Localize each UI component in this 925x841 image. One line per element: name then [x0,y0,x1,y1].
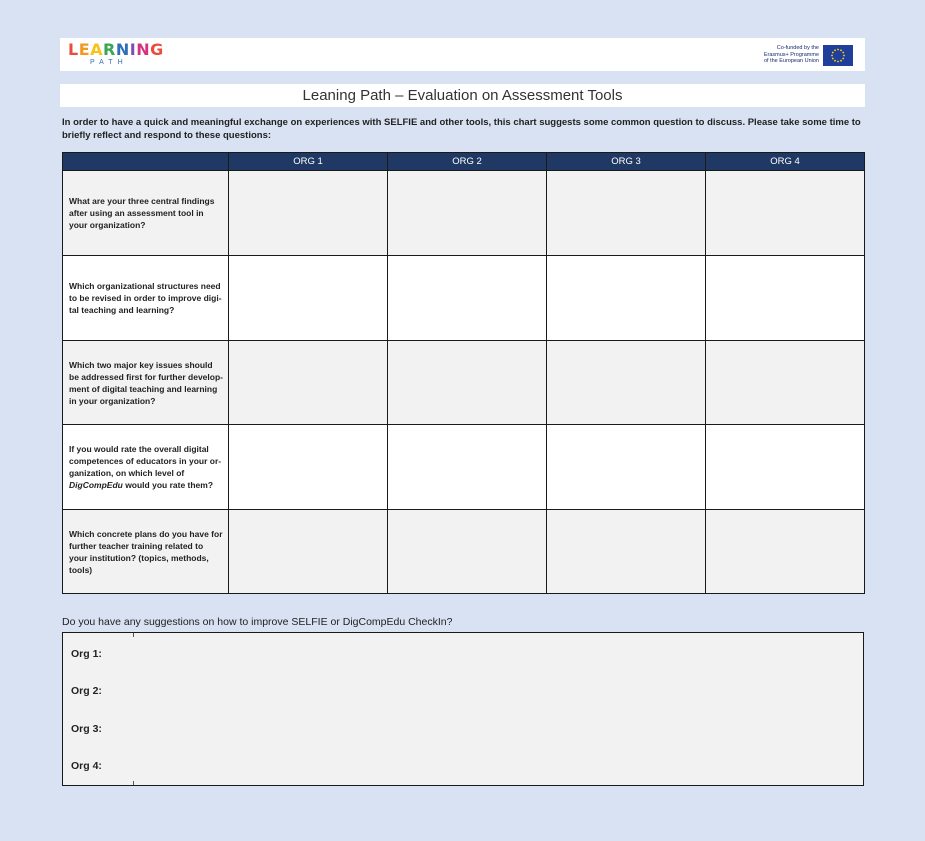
question-cell [63,171,229,256]
org2-label: Org 2: [71,685,102,697]
question-cell [63,425,229,510]
answer-cell[interactable] [388,425,547,510]
org3-label: Org 3: [71,723,102,735]
answer-cell[interactable] [229,256,388,341]
org1-label: Org 1: [71,648,102,660]
eu-funding-text: Co-funded by the Erasmus+ Programme of the European Union [763,45,819,65]
answer-cell[interactable] [229,341,388,425]
digcompedu-italic: DigCompEdu [69,480,123,490]
box-tick-top [133,633,134,637]
question-cell [63,256,229,341]
answer-cell[interactable] [388,256,547,341]
column-header-org3: ORG 3 [547,153,706,171]
column-header-org4: ORG 4 [706,153,865,171]
logo-word: LEARNING [68,40,164,59]
answer-cell[interactable] [706,425,865,510]
table-row [63,510,865,594]
question-text: Which organizational structures need to be revised in order to improve digi-tal teaching and learning? [69,281,222,315]
box-tick-bottom [133,781,134,785]
question-text: Which two major key issues should be addressed first for further develop-ment of digital teaching and learning in your organization? [69,359,223,406]
answer-cell[interactable] [388,510,547,594]
answer-cell[interactable] [706,341,865,425]
evaluation-table [62,152,865,594]
question-text: If you would rate the overall digital competences of educators in your or-ganization, on which level of DigCompEdu would you rate them? [69,444,222,490]
answer-cell[interactable] [229,510,388,594]
header-question-cell [63,153,229,171]
intro-text: In order to have a quick and meaningful exchange on experiences with SELFIE and other tools, this chart suggests some common question to discuss. Please take some time to briefly reflect and respond to these questions: [62,117,861,141]
eu-flag-icon [823,45,853,66]
suggestions-box[interactable] [62,632,864,786]
answer-cell[interactable] [706,171,865,256]
question-cell [63,341,229,425]
answer-cell[interactable] [388,341,547,425]
header-bar [60,38,865,71]
answer-cell[interactable] [229,425,388,510]
question-text: Which concrete plans do you have for further teacher training related to your institution? (topics, methods, tools) [69,528,223,575]
answer-cell[interactable] [547,171,706,256]
eu-funding-badge [764,43,853,67]
column-header-org2: ORG 2 [388,153,547,171]
page-title: Leaning Path – Evaluation on Assessment Tools [60,84,865,107]
column-header-org1: ORG 1 [229,153,388,171]
answer-cell[interactable] [229,171,388,256]
question-text: What are your three central findings after using an assessment tool in your organization? [69,196,215,230]
learning-path-logo [68,42,168,68]
table-row [63,425,865,510]
answer-cell[interactable] [706,510,865,594]
table-row [63,341,865,425]
org4-label: Org 4: [71,760,102,772]
answer-cell[interactable] [388,171,547,256]
table-row [63,171,865,256]
answer-cell[interactable] [706,256,865,341]
suggestions-question: Do you have any suggestions on how to improve SELFIE or DigCompEdu CheckIn? [62,616,453,628]
answer-cell[interactable] [547,256,706,341]
answer-cell[interactable] [547,425,706,510]
logo-sub: PATH [90,59,128,66]
answer-cell[interactable] [547,341,706,425]
question-cell [63,510,229,594]
answer-cell[interactable] [547,510,706,594]
table-row [63,256,865,341]
table-header-row [63,153,865,171]
